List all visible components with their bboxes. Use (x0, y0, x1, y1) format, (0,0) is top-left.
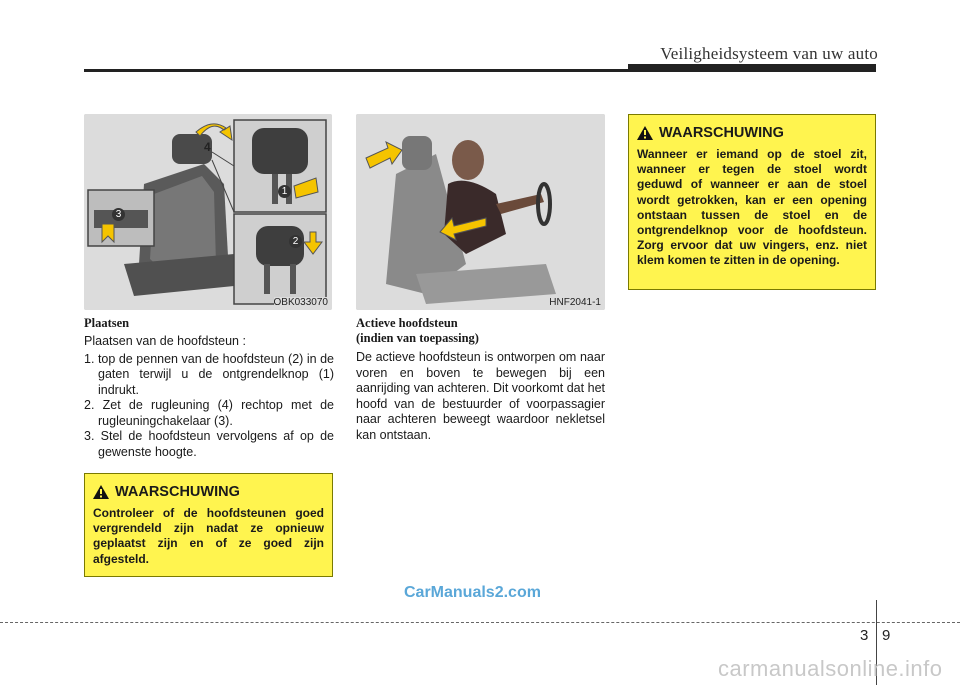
warning-box-right (628, 114, 876, 290)
callout-4: 4 (204, 140, 211, 154)
figure-code: HNF2041-1 (549, 297, 601, 308)
page-header-title: Veiligheidsysteem van uw auto (660, 44, 878, 63)
steps-list (84, 352, 334, 461)
list-item: 1. top de pennen van de hoofdsteun (2) in de gaten terwijl u de ontgrendelknop (1) indrukt. (84, 351, 334, 397)
figure-active-headrest (356, 114, 605, 310)
body-paragraph: De actieve hoofdsteun is ontworpen om naar voren en boven te bewegen bij een aanrijding van achteren. Dit voorkomt dat het hoofd van de bestuurder of voorpassagier naar achteren beweegt waardoor nekletsel kan ontstaan. (356, 350, 605, 442)
warning-title: WAARSCHUWING (115, 484, 240, 500)
callout-3: 3 (112, 208, 125, 221)
chapter-number: 3 (860, 627, 869, 644)
header-tab-bar (628, 64, 876, 72)
intro-text: Plaatsen van de hoofdsteun : (84, 334, 246, 348)
section-heading: Actieve hoofdsteun (356, 316, 458, 330)
callout-1: 1 (278, 185, 291, 198)
warning-triangle-icon (637, 126, 653, 140)
section-subheading: (indien van toepassing) (356, 331, 479, 345)
warning-box-left (84, 473, 333, 577)
section-heading: Plaatsen (84, 316, 130, 330)
callout-2: 2 (289, 235, 302, 248)
warning-title: WAARSCHUWING (659, 125, 784, 141)
list-item: 3. Stel de hoofdsteun vervolgens af op de gewenste hoogte. (84, 429, 334, 459)
left-column (84, 316, 334, 460)
middle-column (356, 316, 605, 443)
footer-rule (0, 622, 960, 623)
warning-triangle-icon (93, 485, 109, 499)
figure-headrest-install (84, 114, 332, 310)
warning-text: Controleer of de hoofdsteunen goed vergrendeld zijn nadat ze opnieuw geplaatst zijn en of ze goed zijn afgesteld. (93, 506, 324, 566)
driver-illustration (356, 114, 605, 310)
warning-header (93, 484, 324, 500)
page-number: 9 (882, 627, 891, 644)
figure-code: OBK033070 (273, 297, 328, 308)
warning-header (637, 125, 867, 141)
warning-text: Wanneer er iemand op de stoel zit, wanneer er tegen de stoel wordt geduwd of wanneer er aan de stoel wordt getrokken, kan er een opening ontstaan tussen de stoel en de ontgrendelknop voor de hoofdsteun. Zorg ervoor dat uw vingers, enz. niet klem komen te zitten in de opening. (637, 147, 867, 268)
watermark-link[interactable]: CarManuals2.com (404, 584, 541, 601)
site-watermark: carmanualsonline.info (718, 656, 943, 681)
list-item: 2. Zet de rugleuning (4) rechtop met de rugleuningchakelaar (3). (84, 398, 334, 428)
